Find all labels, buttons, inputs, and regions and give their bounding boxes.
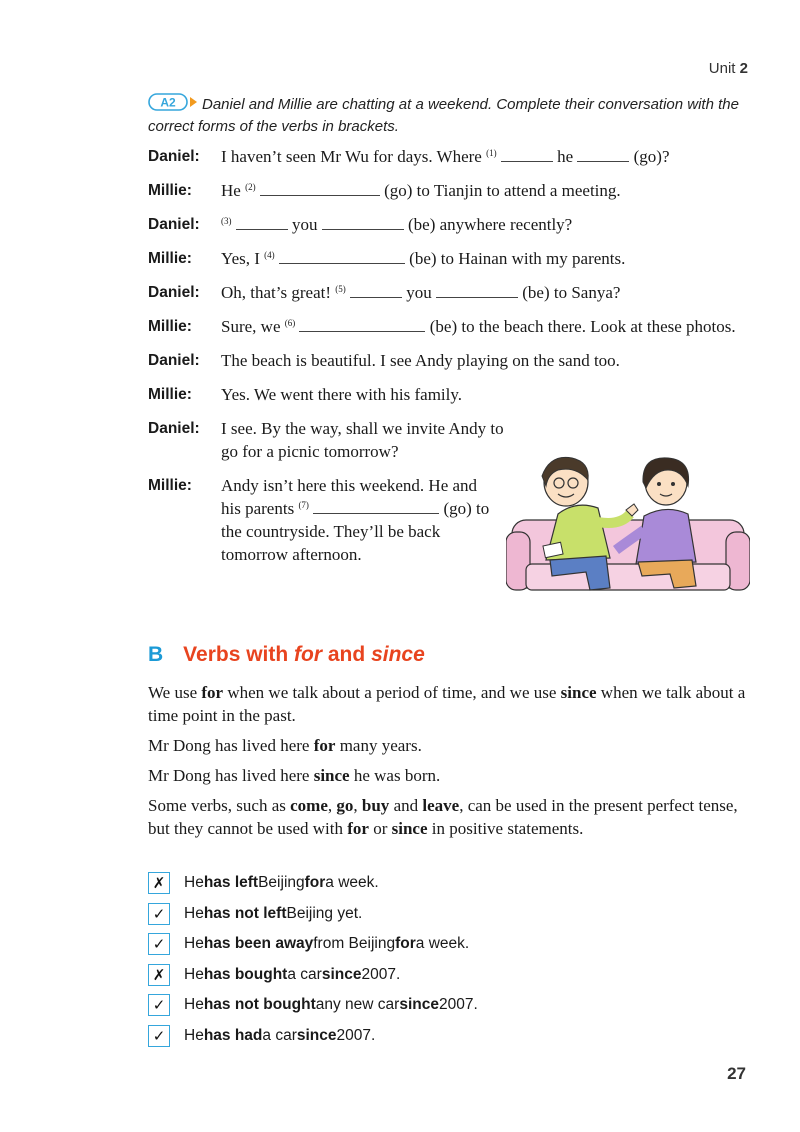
answer-blank[interactable] xyxy=(501,147,553,162)
dialogue-text: The beach is beautiful. I see Andy playing on the sand too. xyxy=(221,351,620,370)
answer-blank[interactable] xyxy=(577,147,629,162)
section-letter: B xyxy=(148,643,164,666)
check-mark-icon: ✓ xyxy=(148,903,170,925)
example-item: ✓ He has had a car since 2007. xyxy=(148,1025,748,1047)
answer-blank[interactable] xyxy=(279,249,405,264)
example-item: ✓ He has been away from Beijing for a week. xyxy=(148,933,748,955)
check-mark-icon: ✓ xyxy=(148,994,170,1016)
dialogue-text: Sure, we $^{(6)}$ (be) to the beach there. Look at these photos. xyxy=(221,317,736,336)
dialogue-line-3 xyxy=(148,213,748,236)
speaker: Millie: xyxy=(148,386,192,403)
unit-number: 2 xyxy=(739,60,748,77)
speaker: Millie: xyxy=(148,318,192,335)
exercise-badge-icon xyxy=(148,93,198,111)
dialogue-line-8 xyxy=(148,383,748,406)
section-title: B Verbs with for and since xyxy=(148,643,425,666)
dialogue-text: $^{(3)}$ you (be) anywhere recently? xyxy=(221,215,573,234)
cross-mark-icon: ✗ xyxy=(148,964,170,986)
example-item: ✓ He has not left Beijing yet. xyxy=(148,903,748,925)
page-number: 27 xyxy=(727,1064,746,1083)
dialogue-text: Yes, I $^{(4)}$ (be) to Hainan with my parents. xyxy=(221,249,626,268)
check-mark-icon: ✓ xyxy=(148,933,170,955)
dialogue-text: Andy isn’t here this weekend. He and his parents $^{(7)}$ (go) to the countryside. They’ll be back tomorrow afternoon. xyxy=(221,476,490,564)
dialogue-line-5 xyxy=(148,281,748,304)
answer-blank[interactable] xyxy=(299,317,425,332)
answer-blank[interactable] xyxy=(322,215,404,230)
speaker: Daniel: xyxy=(148,352,200,369)
cross-mark-icon: ✗ xyxy=(148,872,170,894)
example-list xyxy=(148,872,748,1056)
exercise-badge-label: A2 xyxy=(160,95,176,110)
example-sentence: Mr Dong has lived here since he was born. xyxy=(148,766,441,785)
speaker: Daniel: xyxy=(148,284,200,301)
dialogue-text: He $^{(2)}$ (go) to Tianjin to attend a meeting. xyxy=(221,181,621,200)
unit-label: Unit xyxy=(708,60,736,77)
check-mark-icon: ✓ xyxy=(148,1025,170,1047)
dialogue-line-7 xyxy=(148,349,748,372)
explanation-paragraph: We use for when we talk about a period of time, and we use since when we talk about a time point in the past. xyxy=(148,683,746,725)
example-item: ✓ He has not bought any new car since 2007. xyxy=(148,994,748,1016)
answer-blank[interactable] xyxy=(236,215,288,230)
dialogue-text: Yes. We went there with his family. xyxy=(221,385,463,404)
speaker: Daniel: xyxy=(148,420,200,437)
answer-blank[interactable] xyxy=(260,181,380,196)
speaker: Millie: xyxy=(148,182,192,199)
speaker: Millie: xyxy=(148,477,192,494)
speaker: Millie: xyxy=(148,250,192,267)
dialogue-line-1 xyxy=(148,145,748,168)
explanation-paragraph: Some verbs, such as come, go, buy and leave, can be used in the present perfect tense, but they cannot be used with for or since in positive statements. xyxy=(148,796,738,838)
answer-blank[interactable] xyxy=(350,283,402,298)
example-sentence: Mr Dong has lived here for many years. xyxy=(148,736,422,755)
answer-blank[interactable] xyxy=(313,499,439,514)
instruction-text: Daniel and Millie are chatting at a weekend. Complete their conversation with the correct forms of the verbs in brackets. xyxy=(148,96,739,135)
example-item: ✗ He has bought a car since 2007. xyxy=(148,964,748,986)
dialogue-text: I haven’t seen Mr Wu for days. Where $^{(1)}$ he (go)? xyxy=(221,147,670,166)
dialogue-line-4 xyxy=(148,247,748,270)
daniel-millie-sofa-illustration xyxy=(506,452,750,594)
answer-blank[interactable] xyxy=(436,283,518,298)
dialogue-text: I see. By the way, shall we invite Andy to go for a picnic tomorrow? xyxy=(221,419,504,461)
dialogue-line-2 xyxy=(148,179,748,202)
dialogue-text: Oh, that’s great! $^{(5)}$ you (be) to Sanya? xyxy=(221,283,621,302)
explanation xyxy=(148,681,748,847)
example-item: ✗ He has left Beijing for a week. xyxy=(148,872,748,894)
speaker: Daniel: xyxy=(148,216,200,233)
dialogue-line-6 xyxy=(148,315,748,338)
exercise-instruction xyxy=(148,93,748,138)
unit-header xyxy=(709,60,748,77)
speaker: Daniel: xyxy=(148,148,200,165)
